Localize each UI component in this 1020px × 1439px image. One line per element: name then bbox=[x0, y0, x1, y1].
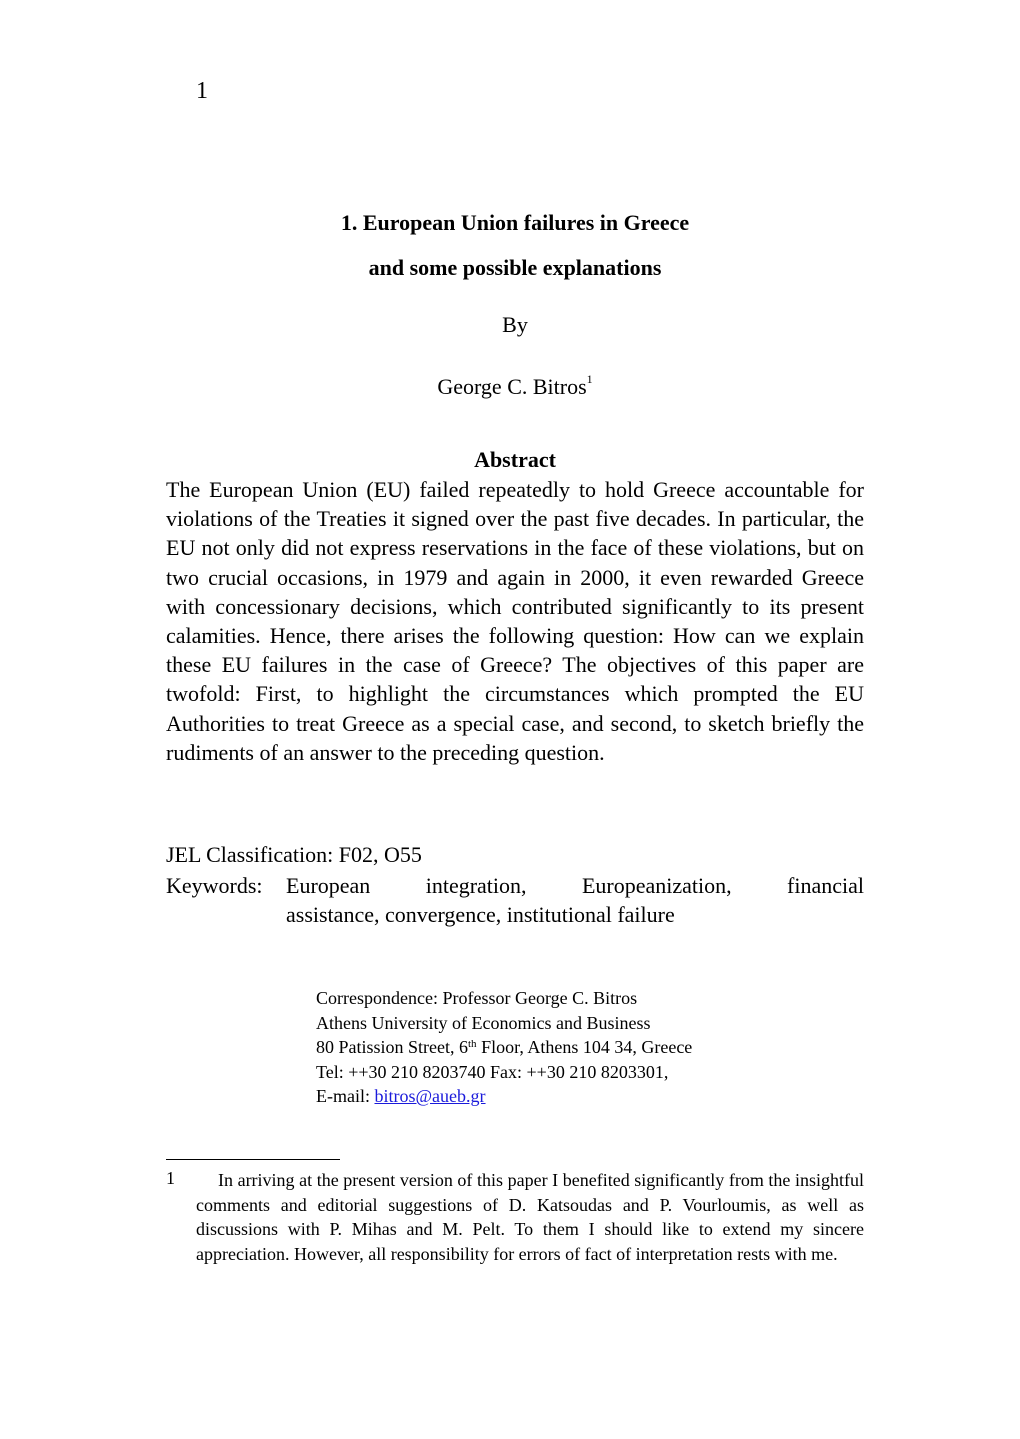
correspondence-email-row bbox=[316, 1084, 692, 1109]
abstract-text: The European Union (EU) failed repeatedly to hold Greece accountable for violations of the Treaties it signed over the past five decades. In particular, the EU not only did not express reservations in the face of these violations, but on two crucial occasions, in 1979 and again in 2000, it even rewarded Greece with concessionary decisions, which contributed significantly to its present calamities. Hence, there arises the following question: How can we explain these EU failures in the case of Greece? The objectives of this paper are twofold: First, to highlight the circumstances which prompted the EU Authorities to treat Greece as a special case, and second, to sketch briefly the rudiments of an answer to the preceding question. bbox=[166, 477, 864, 765]
address-city: Floor, Athens 104 34, Greece bbox=[476, 1037, 693, 1057]
keywords-line-2: assistance, convergence, institutional failure bbox=[286, 902, 675, 927]
byline: By bbox=[502, 312, 528, 337]
keywords-label: Keywords: bbox=[166, 873, 263, 898]
correspondence-line-2: Athens University of Economics and Business bbox=[316, 1012, 651, 1033]
page-number: 1 bbox=[196, 78, 208, 104]
correspondence-line-4: Tel: ++30 210 8203740 Fax: ++30 210 8203301, bbox=[316, 1061, 669, 1082]
abstract-heading: Abstract bbox=[474, 447, 556, 472]
correspondence-block bbox=[316, 986, 692, 1109]
author-name: George C. Bitros bbox=[437, 374, 587, 399]
footnote-separator bbox=[166, 1159, 340, 1160]
footnote-number: 1 bbox=[166, 1168, 175, 1188]
title-line-2: and some possible explanations bbox=[368, 255, 662, 280]
author-footnote-ref[interactable]: 1 bbox=[586, 372, 593, 386]
correspondence-line-3 bbox=[316, 1035, 692, 1060]
author bbox=[0, 374, 1020, 400]
footnote-text: In arriving at the present version of this paper I benefited significantly from the insightful comments and editorial suggestions of D. Katsoudas and P. Vourloumis, as well as discussions with P. Mihas and M. Pelt. To them I should like to extend my sincere appreciation. However, all responsibility for errors of fact of interpretation rests with me. bbox=[196, 1170, 864, 1264]
keywords-line-1: European integration, Europeanization, financial bbox=[286, 873, 864, 898]
correspondence-line-1: Correspondence: Professor George C. Bitros bbox=[316, 988, 638, 1008]
email-link[interactable]: bitros@aueb.gr bbox=[374, 1086, 486, 1106]
address-street: 80 Patission Street, 6 bbox=[316, 1037, 468, 1057]
jel-classification: JEL Classification: F02, O55 bbox=[166, 842, 422, 867]
email-label: E-mail: bbox=[316, 1086, 375, 1106]
title-line-1: 1. European Union failures in Greece bbox=[340, 210, 690, 235]
address-sup: th bbox=[468, 1038, 477, 1050]
